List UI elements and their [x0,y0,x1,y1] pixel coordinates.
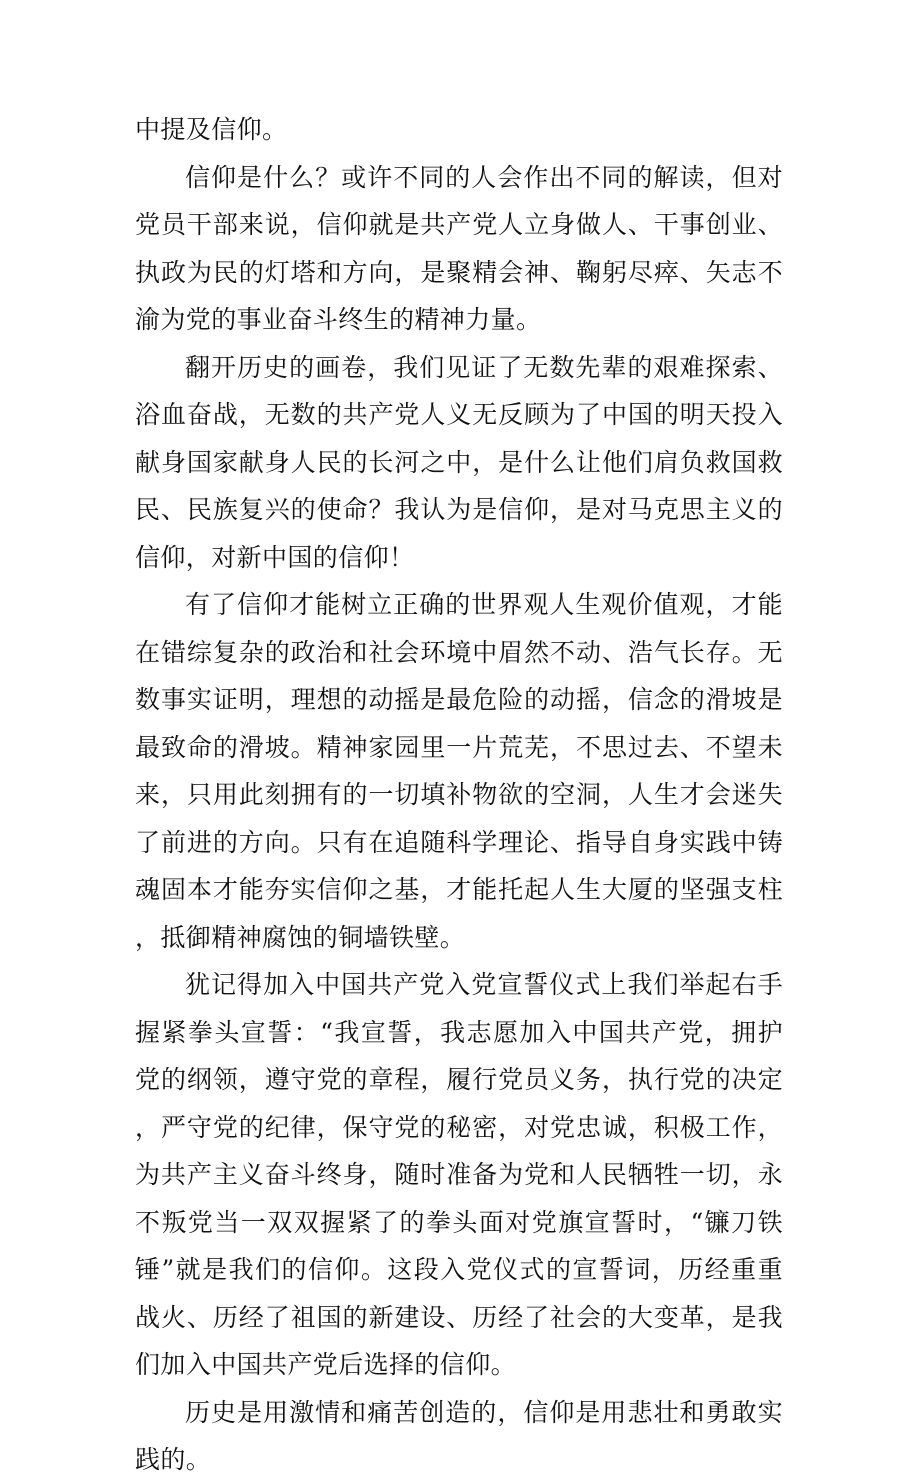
paragraph-history-passion: 历史是用激情和痛苦创造的，信仰是用悲壮和勇敢实践的。 [135,1397,783,1474]
paragraph-oath: 犹记得加入中国共产党入党宣誓仪式上我们举起右手握紧拳头宣誓：“我宣誓，我志愿加入中国共产党，拥护党的纲领，遵守党的章程，履行党员义务，执行党的决定，严守党的纪律，保守党的秘密，对党忠诚，积极工作，为共产主义奋斗终身，随时准备为党和人民牺牲一切，永不叛党当一双双握紧了的拳头面对党旗宣誓时，“镰刀铁锤”就是我们的信仰。这段入党仪式的宣誓词，历经重重战火、历经了祖国的新建设、历经了社会的大变革，是我们加入中国共产党后选择的信仰。 [135,970,783,1379]
paragraph-worldview: 有了信仰才能树立正确的世界观人生观价值观，才能在错综复杂的政治和社会环境中眉然不动、浩气长存。无数事实证明，理想的动摇是最危险的动摇，信念的滑坡是最致命的滑坡。精神家园里一片荒芜，不思过去、不望未来，只用此刻拥有的一切填补物欲的空洞，人生才会迷失了前进的方向。只有在追随科学理论、指导自身实践中铸魂固本才能夯实信仰之基，才能托起人生大厦的坚强支柱，抵御精神腐蚀的铜墙铁壁。 [135,590,783,952]
paragraph-history-scroll: 翻开历史的画卷，我们见证了无数先辈的艰难探索、浴血奋战，无数的共产党人义无反顾为了中国的明天投入献身国家献身人民的长河之中，是什么让他们肩负救国救民、民族复兴的使命？我认为是信仰，是对马克思主义的信仰，对新中国的信仰！ [135,352,783,572]
document-page [135,106,783,1484]
paragraph-continuation: 中提及信仰。 [135,115,288,144]
paragraph-what-is-faith: 信仰是什么？或许不同的人会作出不同的解读，但对党员干部来说，信仰就是共产党人立身做人、干事创业、执政为民的灯塔和方向，是聚精会神、鞠躬尽瘁、矢志不渝为党的事业奋斗终生的精神力量。 [135,162,783,334]
